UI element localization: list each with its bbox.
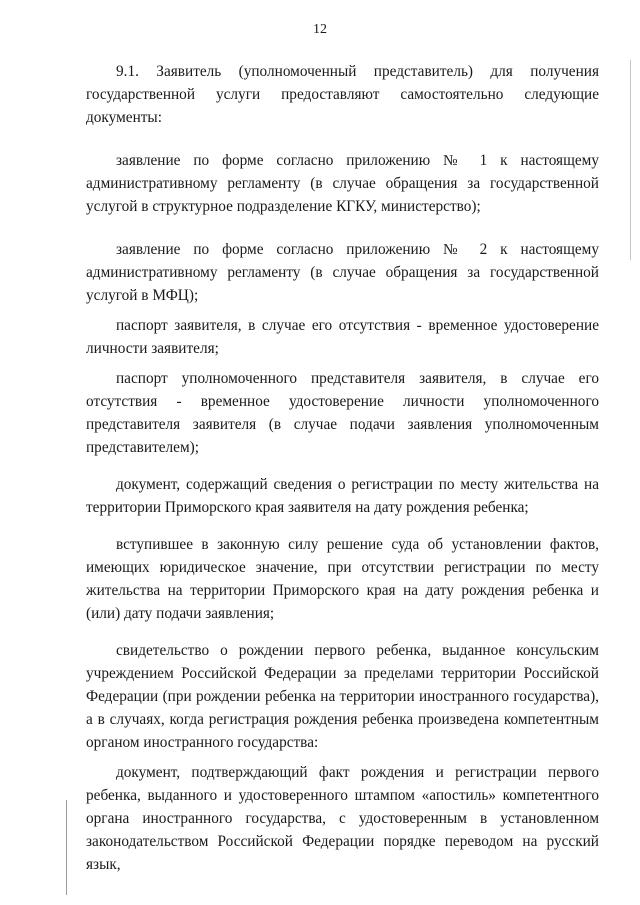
paragraph-9-1: 9.1. Заявитель (уполномоченный представитель) для получения государственной услуги предоставляют самостоятельно следующие документы: — [86, 63, 599, 126]
scan-edge-mark-right — [630, 60, 631, 260]
paragraph-birth-certificate: свидетельство о рождении первого ребенка, выданное консульским учреждением Российской Федерации за пределами территории Российской Федерации (при рождении ребенка на территории иностранного государства), а в случаях, когда регистрация рождения ребенка произведена компетентным органом иностранного государства: — [86, 642, 599, 751]
page-number: 12 — [313, 22, 327, 37]
paragraph-applicant-passport: паспорт заявителя, в случае его отсутствия - временное удостоверение личности заявителя; — [86, 317, 599, 357]
paragraph-application-form-2: заявление по форме согласно приложению № 2 к настоящему административному регламенту (в случае обращения за государственной услугой в МФЦ); — [86, 241, 599, 304]
paragraph-registration-document: документ, содержащий сведения о регистрации по месту жительства на территории Приморского края заявителя на дату рождения ребенка; — [86, 476, 599, 516]
paragraph-representative-passport: паспорт уполномоченного представителя заявителя, в случае его отсутствия - временное удостоверение личности уполномоченного представителя заявителя (в случае подачи заявления уполномоченным представителем); — [86, 370, 599, 456]
document-body — [86, 60, 599, 876]
paragraph-apostille-document: документ, подтверждающий факт рождения и регистрации первого ребенка, выданного и удостоверенного штампом «апостиль» компетентного органа иностранного государства, с удостоверенным в установленном законодательством Российской Федерации порядке переводом на русский язык, — [86, 764, 599, 873]
scan-edge-mark — [66, 800, 67, 895]
paragraph-application-form-1: заявление по форме согласно приложению № 1 к настоящему административному регламенту (в случае обращения за государственной услугой в структурное подразделение КГКУ, министерство); — [86, 152, 599, 215]
paragraph-court-decision: вступившее в законную силу решение суда об установлении фактов, имеющих юридическое значение, при отсутствии регистрации по месту жительства на территории Приморского края на дату рождения ребенка и (или) дату подачи заявления; — [86, 536, 599, 622]
